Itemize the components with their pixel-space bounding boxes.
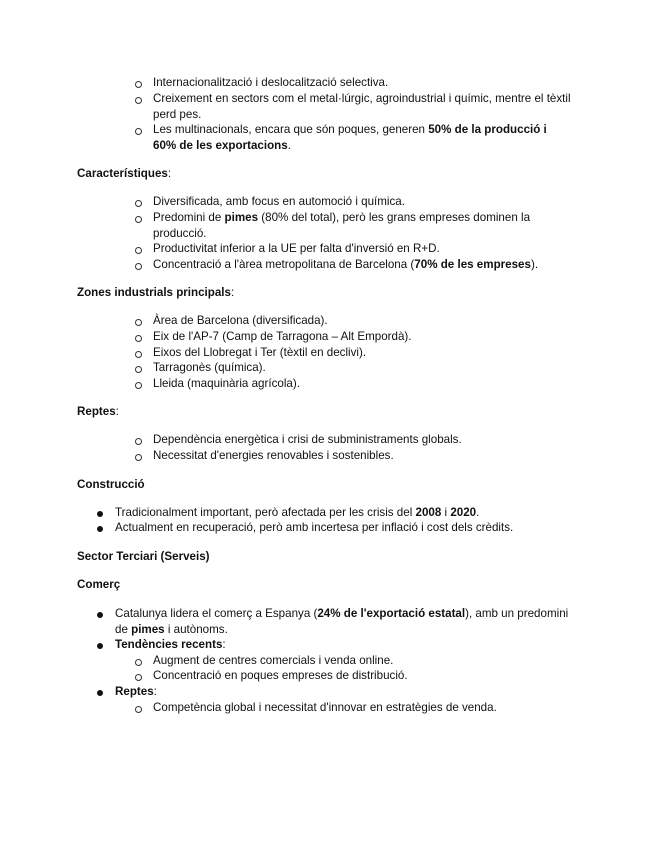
list-item: Creixement en sectors com el metal·lúrgic, agroindustrial i químic, mentre el tèxtil bbox=[153, 92, 571, 105]
list-item: Eixos del Llobregat i Ter (tèxtil en declivi). bbox=[153, 346, 367, 359]
list-bullet-hollow bbox=[135, 454, 142, 461]
list-bullet-filled bbox=[97, 612, 103, 618]
list-bullet-hollow bbox=[135, 97, 142, 104]
list-item: Les multinacionals, encara que són poques, generen 50% de la producció i bbox=[153, 123, 547, 136]
list-bullet-filled bbox=[97, 526, 103, 532]
list-item: Diversificada, amb focus en automoció i química. bbox=[153, 195, 405, 208]
list-item: Competència global i necessitat d'innovar en estratègies de venda. bbox=[153, 701, 497, 714]
section-heading-caracteristiques: Característiques: bbox=[77, 167, 172, 180]
list-bullet-hollow bbox=[135, 200, 142, 207]
list-bullet-hollow bbox=[135, 216, 142, 223]
list-item: Àrea de Barcelona (diversificada). bbox=[153, 314, 328, 327]
list-bullet-filled bbox=[97, 511, 103, 517]
list-item: Concentració a l'àrea metropolitana de Barcelona (70% de les empreses). bbox=[153, 258, 539, 271]
list-bullet-filled bbox=[97, 690, 103, 696]
list-item: Actualment en recuperació, però amb incertesa per inflació i cost dels crèdits. bbox=[115, 521, 514, 534]
list-item: Tarragonès (química). bbox=[153, 361, 266, 374]
list-item: Dependència energètica i crisi de subministraments globals. bbox=[153, 433, 462, 446]
list-item: Predomini de pimes (80% del total), però les grans empreses dominen la bbox=[153, 211, 531, 224]
list-item: Augment de centres comercials i venda online. bbox=[153, 654, 394, 667]
list-item-tendencies: Tendències recents: bbox=[115, 638, 226, 651]
list-bullet-hollow bbox=[135, 81, 142, 88]
list-bullet-hollow bbox=[135, 128, 142, 135]
list-item: Catalunya lidera el comerç a Espanya (24% de l'exportació estatal), amb un predomini bbox=[115, 607, 569, 620]
list-bullet-hollow bbox=[135, 247, 142, 254]
list-item-continuation: perd pes. bbox=[153, 108, 202, 121]
list-bullet-hollow bbox=[135, 674, 142, 681]
list-item: Concentració en poques empreses de distribució. bbox=[153, 669, 408, 682]
list-item-reptes: Reptes: bbox=[115, 685, 157, 698]
list-bullet-hollow bbox=[135, 351, 142, 358]
list-bullet-hollow bbox=[135, 319, 142, 326]
list-bullet-hollow bbox=[135, 366, 142, 373]
list-item: Necessitat d'energies renovables i sostenibles. bbox=[153, 449, 394, 462]
section-heading-construccio: Construcció bbox=[77, 478, 145, 491]
list-item: Lleida (maquinària agrícola). bbox=[153, 377, 300, 390]
list-item: Tradicionalment important, però afectada per les crisis del 2008 i 2020. bbox=[115, 506, 480, 519]
list-bullet-hollow bbox=[135, 706, 142, 713]
list-bullet-hollow bbox=[135, 263, 142, 270]
list-item: Eix de l'AP-7 (Camp de Tarragona – Alt Empordà). bbox=[153, 330, 412, 343]
list-bullet-hollow bbox=[135, 438, 142, 445]
section-heading-terciari: Sector Terciari (Serveis) bbox=[77, 550, 210, 563]
section-heading-reptes: Reptes: bbox=[77, 405, 119, 418]
list-bullet-hollow bbox=[135, 382, 142, 389]
list-item-continuation: producció. bbox=[153, 227, 207, 240]
list-bullet-hollow bbox=[135, 335, 142, 342]
list-item: Internacionalització i deslocalització selectiva. bbox=[153, 76, 389, 89]
list-item-continuation: de pimes i autònoms. bbox=[115, 623, 228, 636]
list-bullet-filled bbox=[97, 643, 103, 649]
list-bullet-hollow bbox=[135, 659, 142, 666]
section-heading-zones: Zones industrials principals: bbox=[77, 286, 235, 299]
list-item: Productivitat inferior a la UE per falta d'inversió en R+D. bbox=[153, 242, 440, 255]
section-heading-comerc: Comerç bbox=[77, 578, 121, 591]
list-item-continuation: 60% de les exportacions. bbox=[153, 139, 291, 152]
